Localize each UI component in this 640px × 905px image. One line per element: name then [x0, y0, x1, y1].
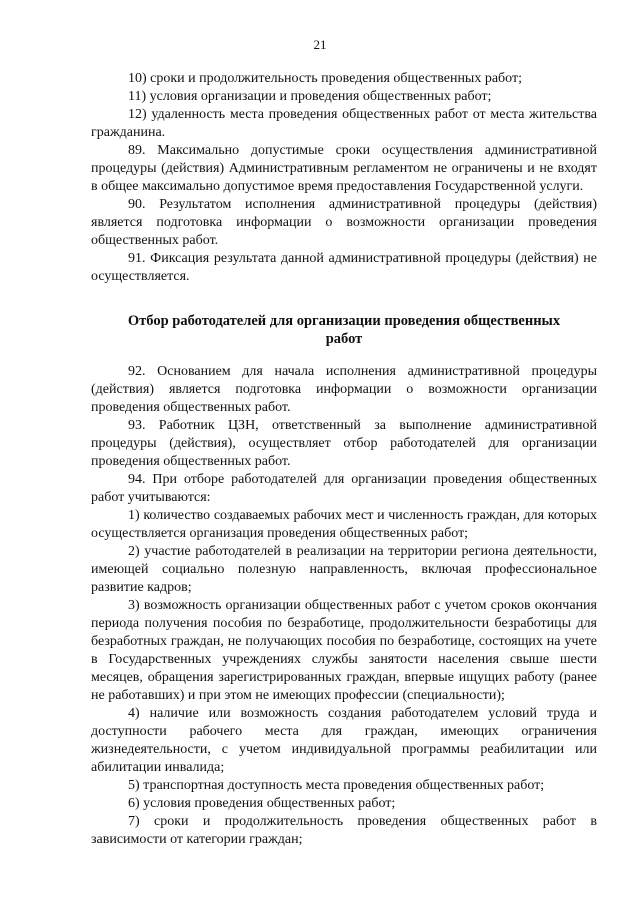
paragraph: 3) возможность организации общественных работ с учетом сроков окончания периода получения пособия по безработице, продолжительности безработицы для безработных граждан, не получающих пособия по безработице, состоящих на учете в Государственных учреждениях службы занятости населения свыше шести месяцев, обращения зарегистрированных граждан, впервые ищущих работу (ранее не работавших) и при этом не имеющих профессии (специальности);: [91, 598, 597, 703]
paragraph: 2) участие работодателей в реализации на территории региона деятельности, имеющей социально полезную направленность, включая профессиональное развитие кадров;: [91, 544, 597, 595]
paragraph: 1) количество создаваемых рабочих мест и численность граждан, для которых осуществляется организация проведения общественных работ;: [91, 508, 597, 541]
paragraph: 89. Максимально допустимые сроки осуществления административной процедуры (действия) Административным регламентом не ограничены и не входят в общее максимально допустимое время предоставления Государственной услуги.: [91, 143, 597, 194]
text-block-top: [91, 70, 597, 286]
paragraph: 92. Основанием для начала исполнения административной процедуры (действия) является подготовка информации о возможности организации проведения общественных работ.: [91, 364, 597, 415]
paragraph: 7) сроки и продолжительность проведения общественных работ в зависимости от категории граждан;: [91, 814, 597, 847]
paragraph: 93. Работник ЦЗН, ответственный за выполнение административной процедуры (действия), осуществляет отбор работодателей для организации проведения общественных работ.: [91, 418, 597, 469]
section-heading: Отбор работодателей для организации проведения общественных работ: [127, 313, 561, 347]
paragraph: 6) условия проведения общественных работ;: [128, 796, 396, 811]
text-block-bottom: [91, 363, 597, 849]
paragraph: 12) удаленность места проведения общественных работ от места жительства гражданина.: [91, 107, 597, 140]
paragraph: 90. Результатом исполнения административной процедуры (действия) является подготовка информации о возможности организации проведения общественных работ.: [91, 197, 597, 248]
paragraph: 5) транспортная доступность места проведения общественных работ;: [128, 778, 545, 793]
paragraph: 94. При отборе работодателей для организации проведения общественных работ учитываются:: [91, 472, 597, 505]
paragraph: 10) сроки и продолжительность проведения общественных работ;: [128, 71, 523, 86]
page-number: 21: [313, 37, 327, 52]
paragraph: 91. Фиксация результата данной административной процедуры (действия) не осуществляется.: [91, 251, 597, 284]
paragraph: 4) наличие или возможность создания работодателем условий труда и доступности рабочего места для граждан, имеющих ограничения жизнедеятельности, с учетом индивидуальной программы реабилитации или абилитации инвалида;: [91, 706, 597, 775]
paragraph: 11) условия организации и проведения общественных работ;: [128, 89, 492, 104]
section-heading-block: [91, 312, 597, 348]
